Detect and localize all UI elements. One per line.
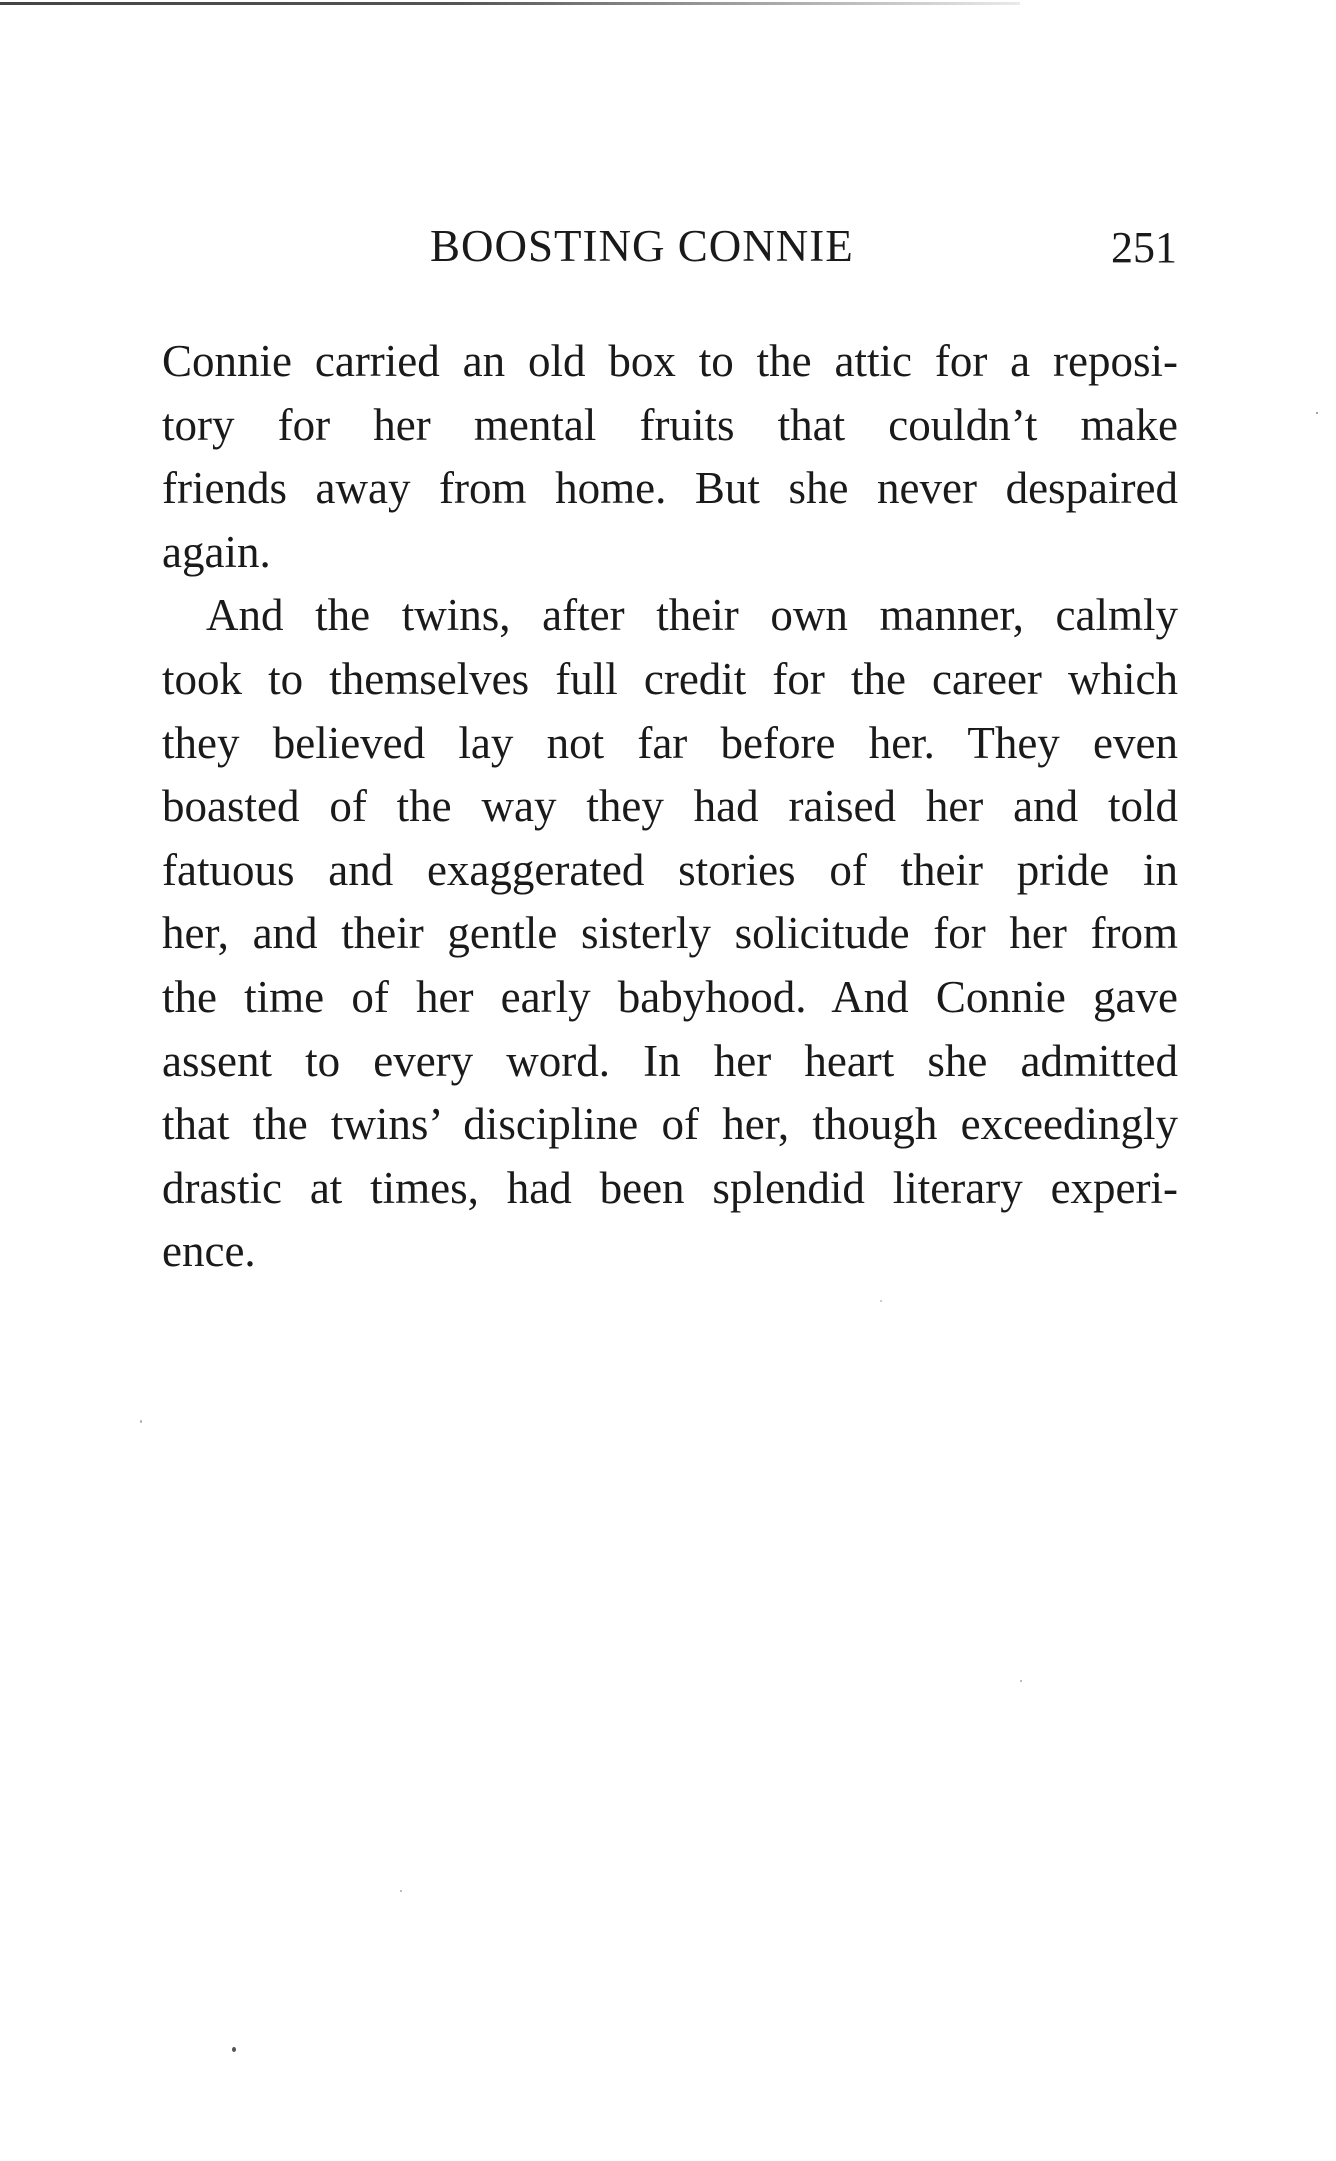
scan-edge-rule xyxy=(0,2,1020,5)
text-line: tory for her mental fruits that couldn’t make xyxy=(162,399,1178,450)
text-line: fatuous and exaggerated stories of their pride in xyxy=(162,844,1178,895)
paragraph-2 xyxy=(162,584,1178,1284)
running-head xyxy=(160,216,1177,276)
text-line: drastic at times, had been splendid literary experi- xyxy=(162,1162,1178,1213)
paragraph-1 xyxy=(162,330,1178,584)
text-line: took to themselves full credit for the career which xyxy=(162,653,1178,704)
page-number: 251 xyxy=(1111,223,1177,272)
text-line: again. xyxy=(162,526,271,577)
text-line: ence. xyxy=(162,1226,256,1277)
scan-speck xyxy=(1020,1680,1022,1682)
scan-speck xyxy=(880,1300,882,1302)
body-text xyxy=(162,330,1178,1284)
scan-speck xyxy=(400,1890,402,1892)
scan-speck xyxy=(1316,412,1318,414)
text-line: boasted of the way they had raised her and told xyxy=(162,781,1178,832)
text-line: they believed lay not far before her. They even xyxy=(162,717,1178,768)
text-line: the time of her early babyhood. And Connie gave xyxy=(162,971,1178,1022)
text-line: Connie carried an old box to the attic for a reposi- xyxy=(162,336,1178,386)
running-title: BOOSTING CONNIE xyxy=(430,221,854,271)
text-line: her, and their gentle sisterly solicitude for her from xyxy=(162,908,1178,959)
text-line: And the twins, after their own manner, calmly xyxy=(206,590,1178,641)
scan-speck xyxy=(140,1420,142,1423)
text-line: that the twins’ discipline of her, though exceedingly xyxy=(162,1099,1178,1150)
text-line: assent to every word. In her heart she admitted xyxy=(162,1035,1178,1086)
text-line: friends away from home. But she never despaired xyxy=(162,463,1178,514)
scan-speck xyxy=(232,2047,236,2052)
